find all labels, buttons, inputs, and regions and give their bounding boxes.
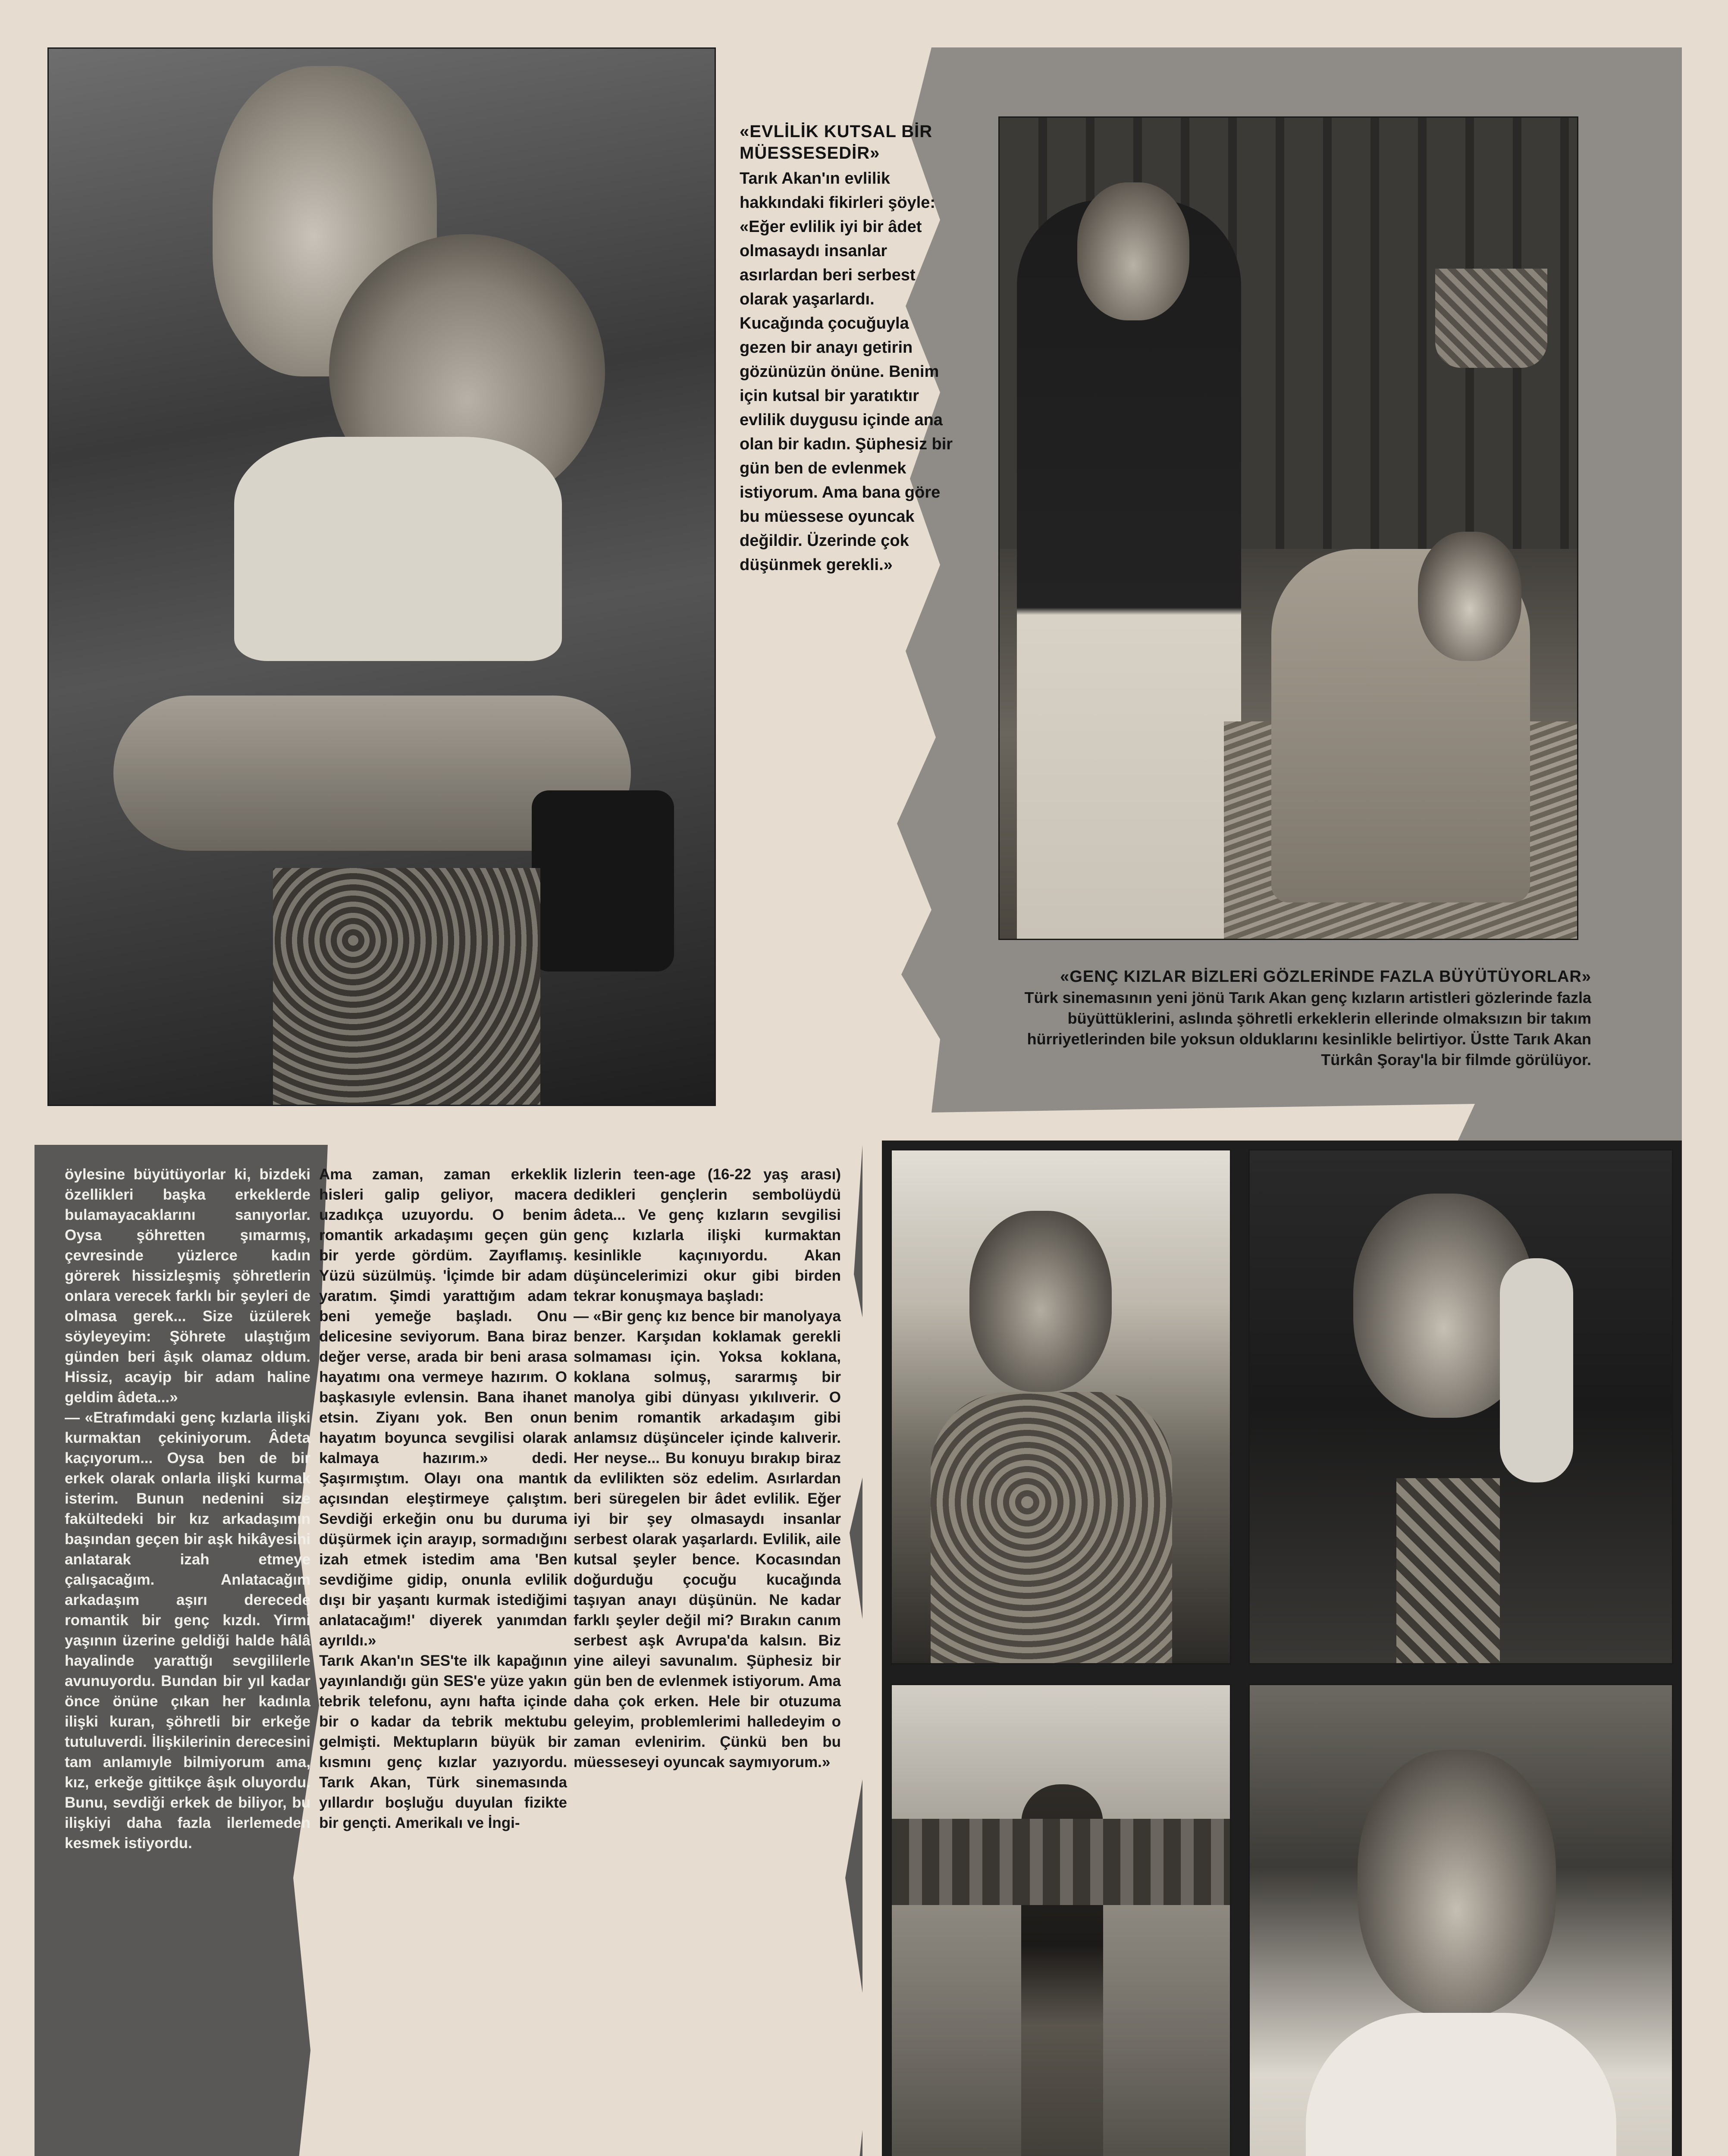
sidebar-body: Tarık Akan'ın evlilik hakkındaki fikirleri şöyle: «Eğer evlilik iyi bir âdet olmasaydı insanlar asırlardan beri serbest olarak yaşarlardı. Kucağında çocuğuyla gezen bir anayı getirin gözünüzün önüne. Benim için kutsal bir yaratıktır evlilik duygusu içinde ana olan bir kadın. Şüphesiz bir gün ben de evlenmek istiyorum. Ama bana göre bu müessese oyuncak değildir. Üzerinde çok düşünmek gerekli.» (740, 169, 953, 574)
sidebar-article (740, 121, 955, 577)
portrait-closeup-photo (1248, 1684, 1673, 2156)
woman-head-still (1418, 532, 1521, 661)
telephone-handset (1500, 1258, 1573, 1482)
portrait-4-collar (1306, 2013, 1616, 2156)
col3-paragraph-1: lizlerin teen-age (16-22 yaş arası) dedikleri gençlerin sembolüydü âdeta... Ve genç kızların sevgilisi genç kızlarla ilişki kurmaktan kesinlikle kaçınıyordu. Akan düşüncelerimizi okur gibi birden tekrar konuşmaya başladı: (574, 1166, 841, 1304)
col3-paragraph-2: — «Bir genç kız bence bir manolyaya benzer. Karşıdan koklamak gerekli solmaması için. Yoksa koklana, koklana solmuş, sararmış bir manolya gibi dünyası yıkılıverir. O benim romantik arkadaşım gibi anlamsız düşünceler içinde kalıverir. Her neyse... Bu konuyu bırakıp biraz da evlilikten söz edelim. Asırlardan beri süregelen bir âdet evlilik. Eğer iyi bir şey olmasaydı insanlar serbest olarak yaşarlardı. Evlilik, aile kutsal şeyler bence. Kocasından doğurduğu çocuğu kucağında taşıyan anayı düşünün. Ne kadar farklı şeyler değil mi? Bırakın canım serbest aşk Avrupa'da kalsın. Biz yine aileyi savunalım. Şüphesiz bir gün ben de evlenmek istiyorum. Ama daha çok erken. Hele bir otuzuma geleyim, problemlerimi halledeyim o zaman evlenirim. Çünkü ben bu müesseseyi oyuncak saymıyorum.» (574, 1308, 841, 1771)
hanging-basket (1435, 269, 1547, 368)
man-head (1077, 182, 1189, 320)
portrait-full-length-photo (891, 1684, 1231, 2156)
col2-paragraph-2: Tarık Akan'ın SES'te ilk kapağının yayınlandığı gün SES'e yüze yakın tebrik telefonu, aynı hafta içinde bir o kadar da tebrik mektubu gelmişti. Mektupların büyük bir kısmını genç kızlar yazıyordu. Tarık Akan, Türk sinemasında yıllardır boşluğu duyulan fizikte bir gençti. Amerikalı ve İngi- (319, 1652, 567, 1831)
film-still-photo (998, 116, 1578, 940)
portrait-2-tie (1396, 1478, 1500, 1664)
handbag (532, 790, 674, 971)
portrait-1-shirt (931, 1392, 1172, 1664)
col2-paragraph-1: Ama zaman, zaman erkeklik hisleri galip geliyor, macera uzadıkça uzuyordu. O benim romantik arkadaşımı geçen gün bir yerde gördüm. Zayıflamış. Yüzü süzülmüş. 'İçimde bir adam yaratım. Şimdi yarattığım adam beni yemeğe başladı. Onu delicesine seviyorum. Bana biraz değer verse, arada bir beni arasa hayatımı ona vermeye hazırım. O başkasıyle evlensin. Bana ihanet etsin. Ziyanı yok. Ben onun hayatım boyunca sevgilisi olarak kalmaya hazırım.» dedi. Şaşırmıştım. Olayı ona mantık açısından eleştirmeye çalıştım. Sevdiği erkeğin onu bu duruma düşürmek için arayıp, sormadığını izah etmek istedim ama 'Ben sevdiğime gidip, onunla evlilik dışı bir yaşantı kurmak istediğimi anlatacağım!' diyerek yanımdan ayrıldı.» (319, 1166, 567, 1649)
child-shirt (234, 437, 562, 661)
photo-caption (983, 966, 1591, 1070)
portrait-turtleneck-photo (891, 1149, 1231, 1664)
col1-paragraph-1: öylesine büyütüyorlar ki, bizdeki özellikleri başka erkeklerde bulamayacaklarını sanıyorlar. Oysa şöhretten şımarmış, çevresinde yüzlerce kadın görerek hissizleşmiş şöhretlerin onlara verecek farklı bir şeyleri de olmasa gerek... Size üzülerek söyleyeyim: Şöhrete ulaştığım günden beri âşık olamaz oldum. Hissiz, acayip bir adam haline geldim âdeta...» (65, 1166, 310, 1406)
portrait-telephone-photo (1248, 1149, 1673, 1664)
portrait-1-head (969, 1211, 1112, 1392)
mother-child-photo (47, 47, 716, 1106)
photo-caption-heading: «GENÇ KIZLAR BİZLERİ GÖZLERİNDE FAZLA BÜYÜTÜYORLAR» (1060, 968, 1591, 986)
patterned-dress (273, 868, 540, 1106)
sidebar-heading: «EVLİLİK KUTSAL BİR MÜESSESEDİR» (740, 122, 933, 163)
article-column-3 (574, 1164, 841, 1772)
article-column-1 (65, 1164, 310, 1853)
article-column-2 (319, 1164, 567, 1833)
col1-paragraph-2: — «Etrafımdaki genç kızlarla ilişki kurmaktan çekiniyorum. Âdeta kaçıyorum... Oysa ben de bir erkek olarak onlarla ilişki kurmak isterim. Bunun nedenini size fakültedeki bir kız arkadaşımın başından geçen bir aşk hikâyesini anlatarak izah etmeye çalışacağım. Anlatacağım arkadaşım aşırı derecede romantik bir genç kızdı. Yirmi yaşının üzerine geldiği halde hâlâ hayalinde yarattığı sevgililerle avunuyordu. Bundan bir yıl kadar önce önüne çıkan her kadınla ilişki kuran, şöhretli bir erkeğe tutuluverdi. İlişkilerinin derecesini tam anlamıyle bilmiyorum ama, kız, erkeğe gittikçe âşık oluyordu. Bunu, sevdiği erkek de biliyor, bu ilişkiyi daha fazla ilerlemeden kesmek istiyordu. (65, 1409, 310, 1852)
photo-caption-body: Türk sinemasının yeni jönü Tarık Akan genç kızların artistleri gözlerinde fazla büyüttüklerini, aslında şöhretli erkeklerin ellerinde olmaksızın bir takım hürriyetlerinden bile yoksun olduklarını kesinlikle belirtiyor. Üstte Tarık Akan Türkân Şoray'la bir filmde görülüyor. (1024, 989, 1591, 1069)
trees (892, 1819, 1231, 1905)
portrait-4-head (1358, 1750, 1556, 2017)
